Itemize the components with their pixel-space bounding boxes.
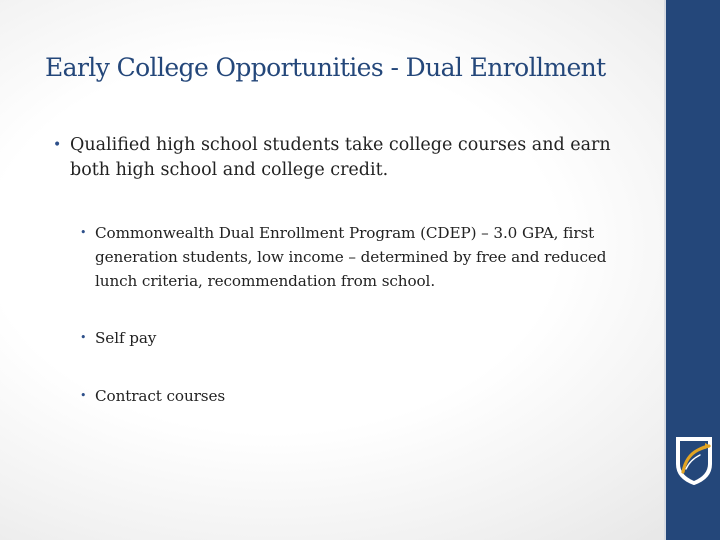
bullet-dot-icon: • bbox=[80, 226, 87, 239]
bullet-item bbox=[53, 133, 613, 183]
sub-bullet-item bbox=[80, 384, 640, 408]
sub-bullet-item bbox=[80, 326, 640, 350]
bullet-dot-icon: • bbox=[80, 331, 87, 344]
slide-title: Early College Opportunities - Dual Enrollment bbox=[45, 53, 606, 82]
college-logo-icon bbox=[674, 434, 714, 486]
sub-bullet-text: Commonwealth Dual Enrollment Program (CDEP) – 3.0 GPA, first generation students, low income – determined by free and reduced lunch criteria, recommendation from school. bbox=[95, 224, 607, 290]
bullet-dot-icon: • bbox=[53, 137, 62, 153]
bullet-dot-icon: • bbox=[80, 389, 87, 402]
sub-bullet-text: Self pay bbox=[95, 329, 157, 347]
sub-bullet-item bbox=[80, 221, 640, 293]
bullet-text: Qualified high school students take college courses and earn both high school and college credit. bbox=[70, 135, 611, 180]
sub-bullet-text: Contract courses bbox=[95, 387, 226, 405]
